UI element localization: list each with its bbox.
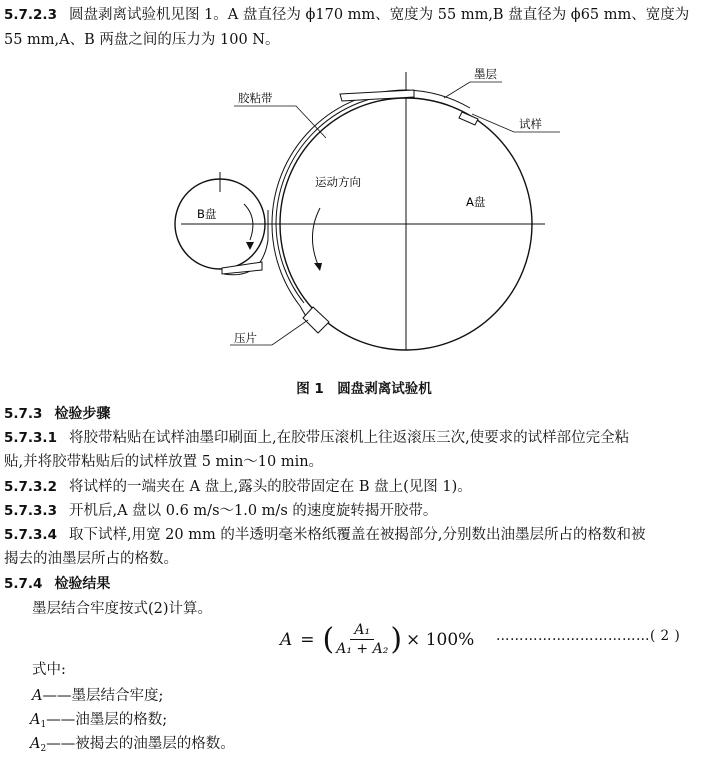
para-5732-text: 将试样的一端夹在 A 盘上,露头的胶带固定在 B 盘上(见图 1)。 [68,479,472,495]
para-5731-number: 5.7.3.1 [4,430,57,446]
para-5731-line1 [4,428,629,448]
tape-band-inner [276,94,406,303]
formula-fraction [336,622,388,657]
para-5723-number: 5.7.2.3 [4,7,57,23]
section-573-title: 检验步骤 [54,406,111,422]
para-5732-number: 5.7.3.2 [4,479,57,495]
label-tape: 胶粘带 [238,91,273,105]
section-573-number: 5.7.3 [4,406,43,422]
direction-arrow-a-head [314,263,322,271]
para-5734-number: 5.7.3.4 [4,527,57,543]
para-5723-line1 [4,5,689,25]
equation-leader: …………………………… [496,628,650,644]
where-item-a1 [30,710,167,735]
press-pad [303,307,329,333]
where-item-a-symbol: A [32,688,43,704]
ink-layer-top-block [340,90,414,101]
para-5734-line2: 揭去的油墨层所占的格数。 [4,551,178,567]
label-disk-b: B盘 [197,207,217,221]
formula-left-paren: ( [322,621,335,657]
formula-right-paren: ) [390,621,403,657]
where-item-a-desc: ——墨层结合牢度; [42,688,164,704]
formula [280,622,474,657]
label-press: 压片 [234,331,257,345]
leader-ink-layer [444,82,502,98]
where-item-a2-subscript: 2 [40,744,47,754]
where-item-a1-subscript: 1 [40,720,47,730]
para-5734-text: 取下试样,用宽 20 mm 的半透明毫米格纸覆盖在被揭部分,分别数出油墨层所占的格数和被 [68,527,646,543]
leader-tape [234,106,326,138]
figure-caption: 图 1 圆盘剥离试验机 [296,381,432,397]
formula-equals: = [300,629,315,650]
leader-sample [472,114,560,132]
label-disk-a: A盘 [466,195,486,209]
label-sample: 试样 [519,117,542,131]
where-item-a2 [30,734,235,759]
where-item-a2-symbol: A [30,736,41,752]
where-item-a1-desc: ——油墨层的格数; [46,712,168,728]
formula-numerator: A₁ [350,622,374,640]
disk-peel-figure [0,60,728,360]
label-ink-layer: 墨层 [474,67,497,81]
para-5723-line2: 55 mm,A、B 两盘之间的压力为 100 N。 [4,32,280,48]
direction-arrow-a [312,208,320,265]
formula-times: × 100% [406,629,475,650]
where-title: 式中: [32,662,66,678]
direction-arrow-b [244,204,253,240]
formula-denominator: A₁ + A₂ [336,641,389,657]
section-573-heading [4,404,110,424]
para-5733-text: 开机后,A 盘以 0.6 m/s～1.0 m/s 的速度旋转揭开胶带。 [68,503,438,519]
para-5732 [4,477,472,497]
where-item-a [32,686,163,706]
para-5723-text: 圆盘剥离试验机见图 1。A 盘直径为 ϕ170 mm、宽度为 55 mm,B 盘直径为 ϕ65 mm、宽度为 [68,7,690,23]
section-574-title: 检验结果 [54,576,111,592]
para-5731-line2: 贴,并将胶带粘贴后的试样放置 5 min～10 min。 [4,454,324,470]
para-5733 [4,501,437,521]
direction-arrow-b-head [246,242,254,250]
section-574-heading [4,574,110,594]
tape-band-outer [272,90,406,306]
formula-lhs: A [280,629,293,650]
equation-number-line [496,628,680,644]
calc-intro: 墨层结合牢度按式(2)计算。 [32,601,213,617]
para-5734-line1 [4,525,645,545]
para-5733-number: 5.7.3.3 [4,503,57,519]
label-direction: 运动方向 [315,175,361,189]
equation-number: ( 2 ) [650,628,681,644]
where-item-a2-desc: ——被揭去的油墨层的格数。 [46,736,235,752]
where-item-a1-symbol: A [30,712,41,728]
para-5731-text: 将胶带粘贴在试样油墨印刷面上,在胶带压滚机上往返滚压三次,使要求的试样部位完全粘 [68,430,630,446]
section-574-number: 5.7.4 [4,576,43,592]
